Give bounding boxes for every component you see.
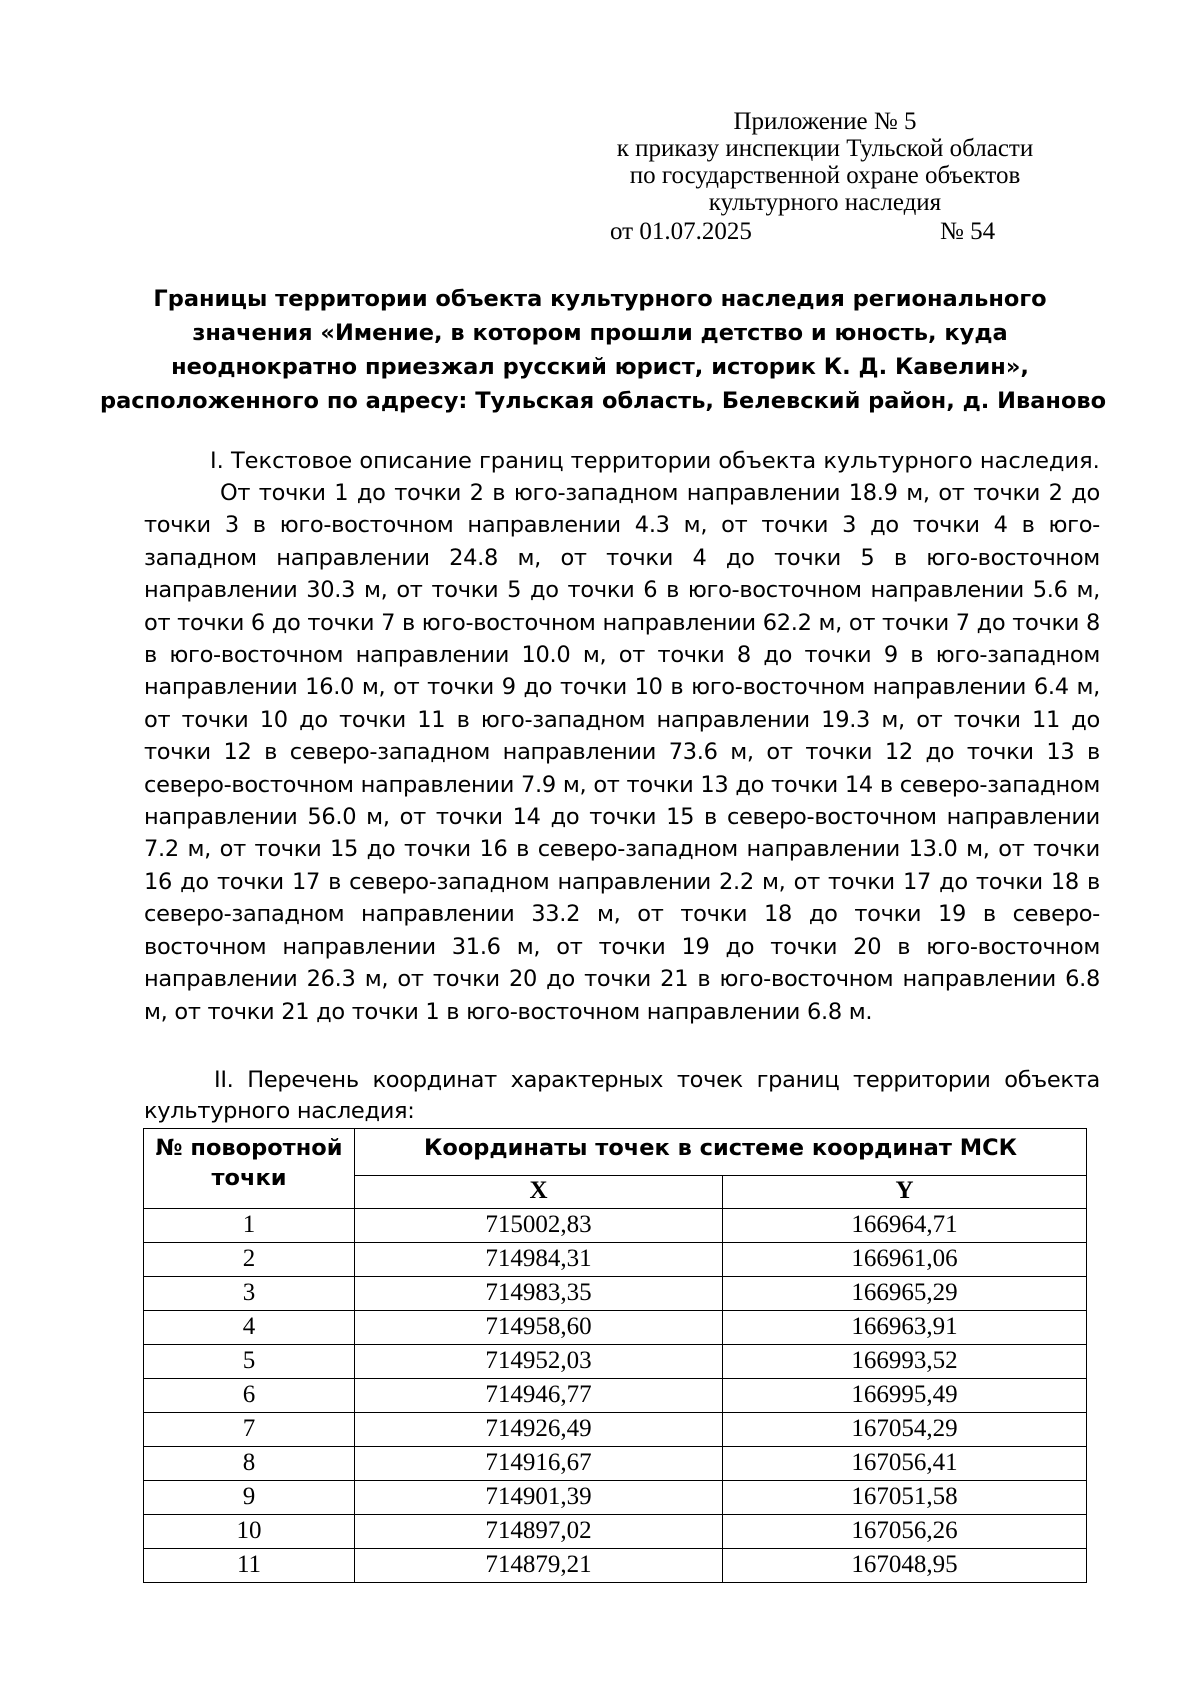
point-number: 5	[144, 1345, 355, 1379]
document-title	[100, 282, 1107, 418]
appendix-order-ref-2: по государственной охране объектов	[629, 162, 1021, 189]
coord-y: 166965,29	[723, 1277, 1087, 1311]
point-number: 9	[144, 1481, 355, 1515]
point-number: 2	[144, 1243, 355, 1277]
coord-x: 714916,67	[355, 1447, 723, 1481]
table-row	[144, 1481, 1087, 1515]
order-number: № 54	[940, 218, 996, 245]
coord-x: 714958,60	[355, 1311, 723, 1345]
coord-x: 714897,02	[355, 1515, 723, 1549]
point-number: 7	[144, 1413, 355, 1447]
table-row	[144, 1515, 1087, 1549]
title-line: неоднократно приезжал русский юрист, историк К. Д. Кавелин»,	[171, 354, 1029, 380]
coord-x: 714952,03	[355, 1345, 723, 1379]
table-row	[144, 1447, 1087, 1481]
table-row	[144, 1345, 1087, 1379]
title-line: Границы территории объекта культурного наследия регионального	[153, 286, 1047, 312]
appendix-order-ref: к приказу инспекции Тульской области	[616, 135, 1034, 162]
point-number: 11	[144, 1549, 355, 1583]
table-row	[144, 1209, 1087, 1243]
coord-x: 714946,77	[355, 1379, 723, 1413]
coord-x: 714879,21	[355, 1549, 723, 1583]
coord-x: 714983,35	[355, 1277, 723, 1311]
coord-x: 714901,39	[355, 1481, 723, 1515]
section1-heading: I. Текстовое описание границ территории объекта культурного наследия.	[210, 448, 1100, 474]
table-row	[144, 1413, 1087, 1447]
table-row	[144, 1379, 1087, 1413]
column-header-point: № поворотной точки	[144, 1129, 355, 1209]
point-number: 6	[144, 1379, 355, 1413]
appendix-order-ref-3: культурного наследия	[708, 189, 942, 216]
point-number: 8	[144, 1447, 355, 1481]
section2-heading: II. Перечень координат характерных точек границ территории объекта культурного наследия:	[144, 1067, 1100, 1124]
coord-y: 166995,49	[723, 1379, 1087, 1413]
coord-x: 714984,31	[355, 1243, 723, 1277]
point-number: 3	[144, 1277, 355, 1311]
table-row	[144, 1311, 1087, 1345]
coord-y: 167056,41	[723, 1447, 1087, 1481]
column-header-coords: Координаты точек в системе координат МСК	[355, 1129, 1087, 1176]
column-header-x: X	[355, 1176, 723, 1209]
appendix-header	[560, 108, 1090, 216]
column-header-y: Y	[723, 1176, 1087, 1209]
order-date: от 01.07.2025	[610, 218, 752, 245]
coord-y: 166961,06	[723, 1243, 1087, 1277]
coord-y: 166993,52	[723, 1345, 1087, 1379]
coord-x: 714926,49	[355, 1413, 723, 1447]
title-line: расположенного по адресу: Тульская область, Белевский район, д. Иваново	[100, 388, 1107, 414]
point-number: 1	[144, 1209, 355, 1243]
point-number: 10	[144, 1515, 355, 1549]
table-row	[144, 1277, 1087, 1311]
coord-y: 166963,91	[723, 1311, 1087, 1345]
table-row	[144, 1243, 1087, 1277]
coord-y: 167048,95	[723, 1549, 1087, 1583]
coord-y: 167056,26	[723, 1515, 1087, 1549]
point-number: 4	[144, 1311, 355, 1345]
coord-y: 167051,58	[723, 1481, 1087, 1515]
coordinates-table	[143, 1128, 1087, 1583]
table-row	[144, 1549, 1087, 1583]
coord-y: 167054,29	[723, 1413, 1087, 1447]
appendix-title: Приложение № 5	[733, 108, 917, 135]
coord-x: 715002,83	[355, 1209, 723, 1243]
coord-y: 166964,71	[723, 1209, 1087, 1243]
title-line: значения «Имение, в котором прошли детство и юность, куда	[192, 320, 1008, 346]
boundary-description: От точки 1 до точки 2 в юго-западном направлении 18.9 м, от точки 2 до точки 3 в юго-восточном направлении 4.3 м, от точки 3 до точки 4 в юго-западном направлении 24.8 м, от точки 4 до точки 5 в юго-восточном направлении 30.3 м, от точки 5 до точки 6 в юго-восточном направлении 5.6 м, от точки 6 до точки 7 в юго-восточном направлении 62.2 м, от точки 7 до точки 8 в юго-восточном направлении 10.0 м, от точки 8 до точки 9 в юго-западном направлении 16.0 м, от точки 9 до точки 10 в юго-восточном направлении 6.4 м, от точки 10 до точки 11 в юго-западном направлении 19.3 м, от точки 11 до точки 12 в северо-западном направлении 73.6 м, от точки 12 до точки 13 в северо-восточном направлении 7.9 м, от точки 13 до точки 14 в северо-западном направлении 56.0 м, от точки 14 до точки 15 в северо-восточном направлении 7.2 м, от точки 15 до точки 16 в северо-западном направлении 13.0 м, от точки 16 до точки 17 в северо-западном направлении 2.2 м, от точки 17 до точки 18 в северо-западном направлении 33.2 м, от точки 18 до точки 19 в северо-восточном направлении 31.6 м, от точки 19 до точки 20 в юго-восточном направлении 26.3 м, от точки 20 до точки 21 в юго-восточном направлении 6.8 м, от точки 21 до точки 1 в юго-восточном направлении 6.8 м.	[144, 480, 1100, 1025]
